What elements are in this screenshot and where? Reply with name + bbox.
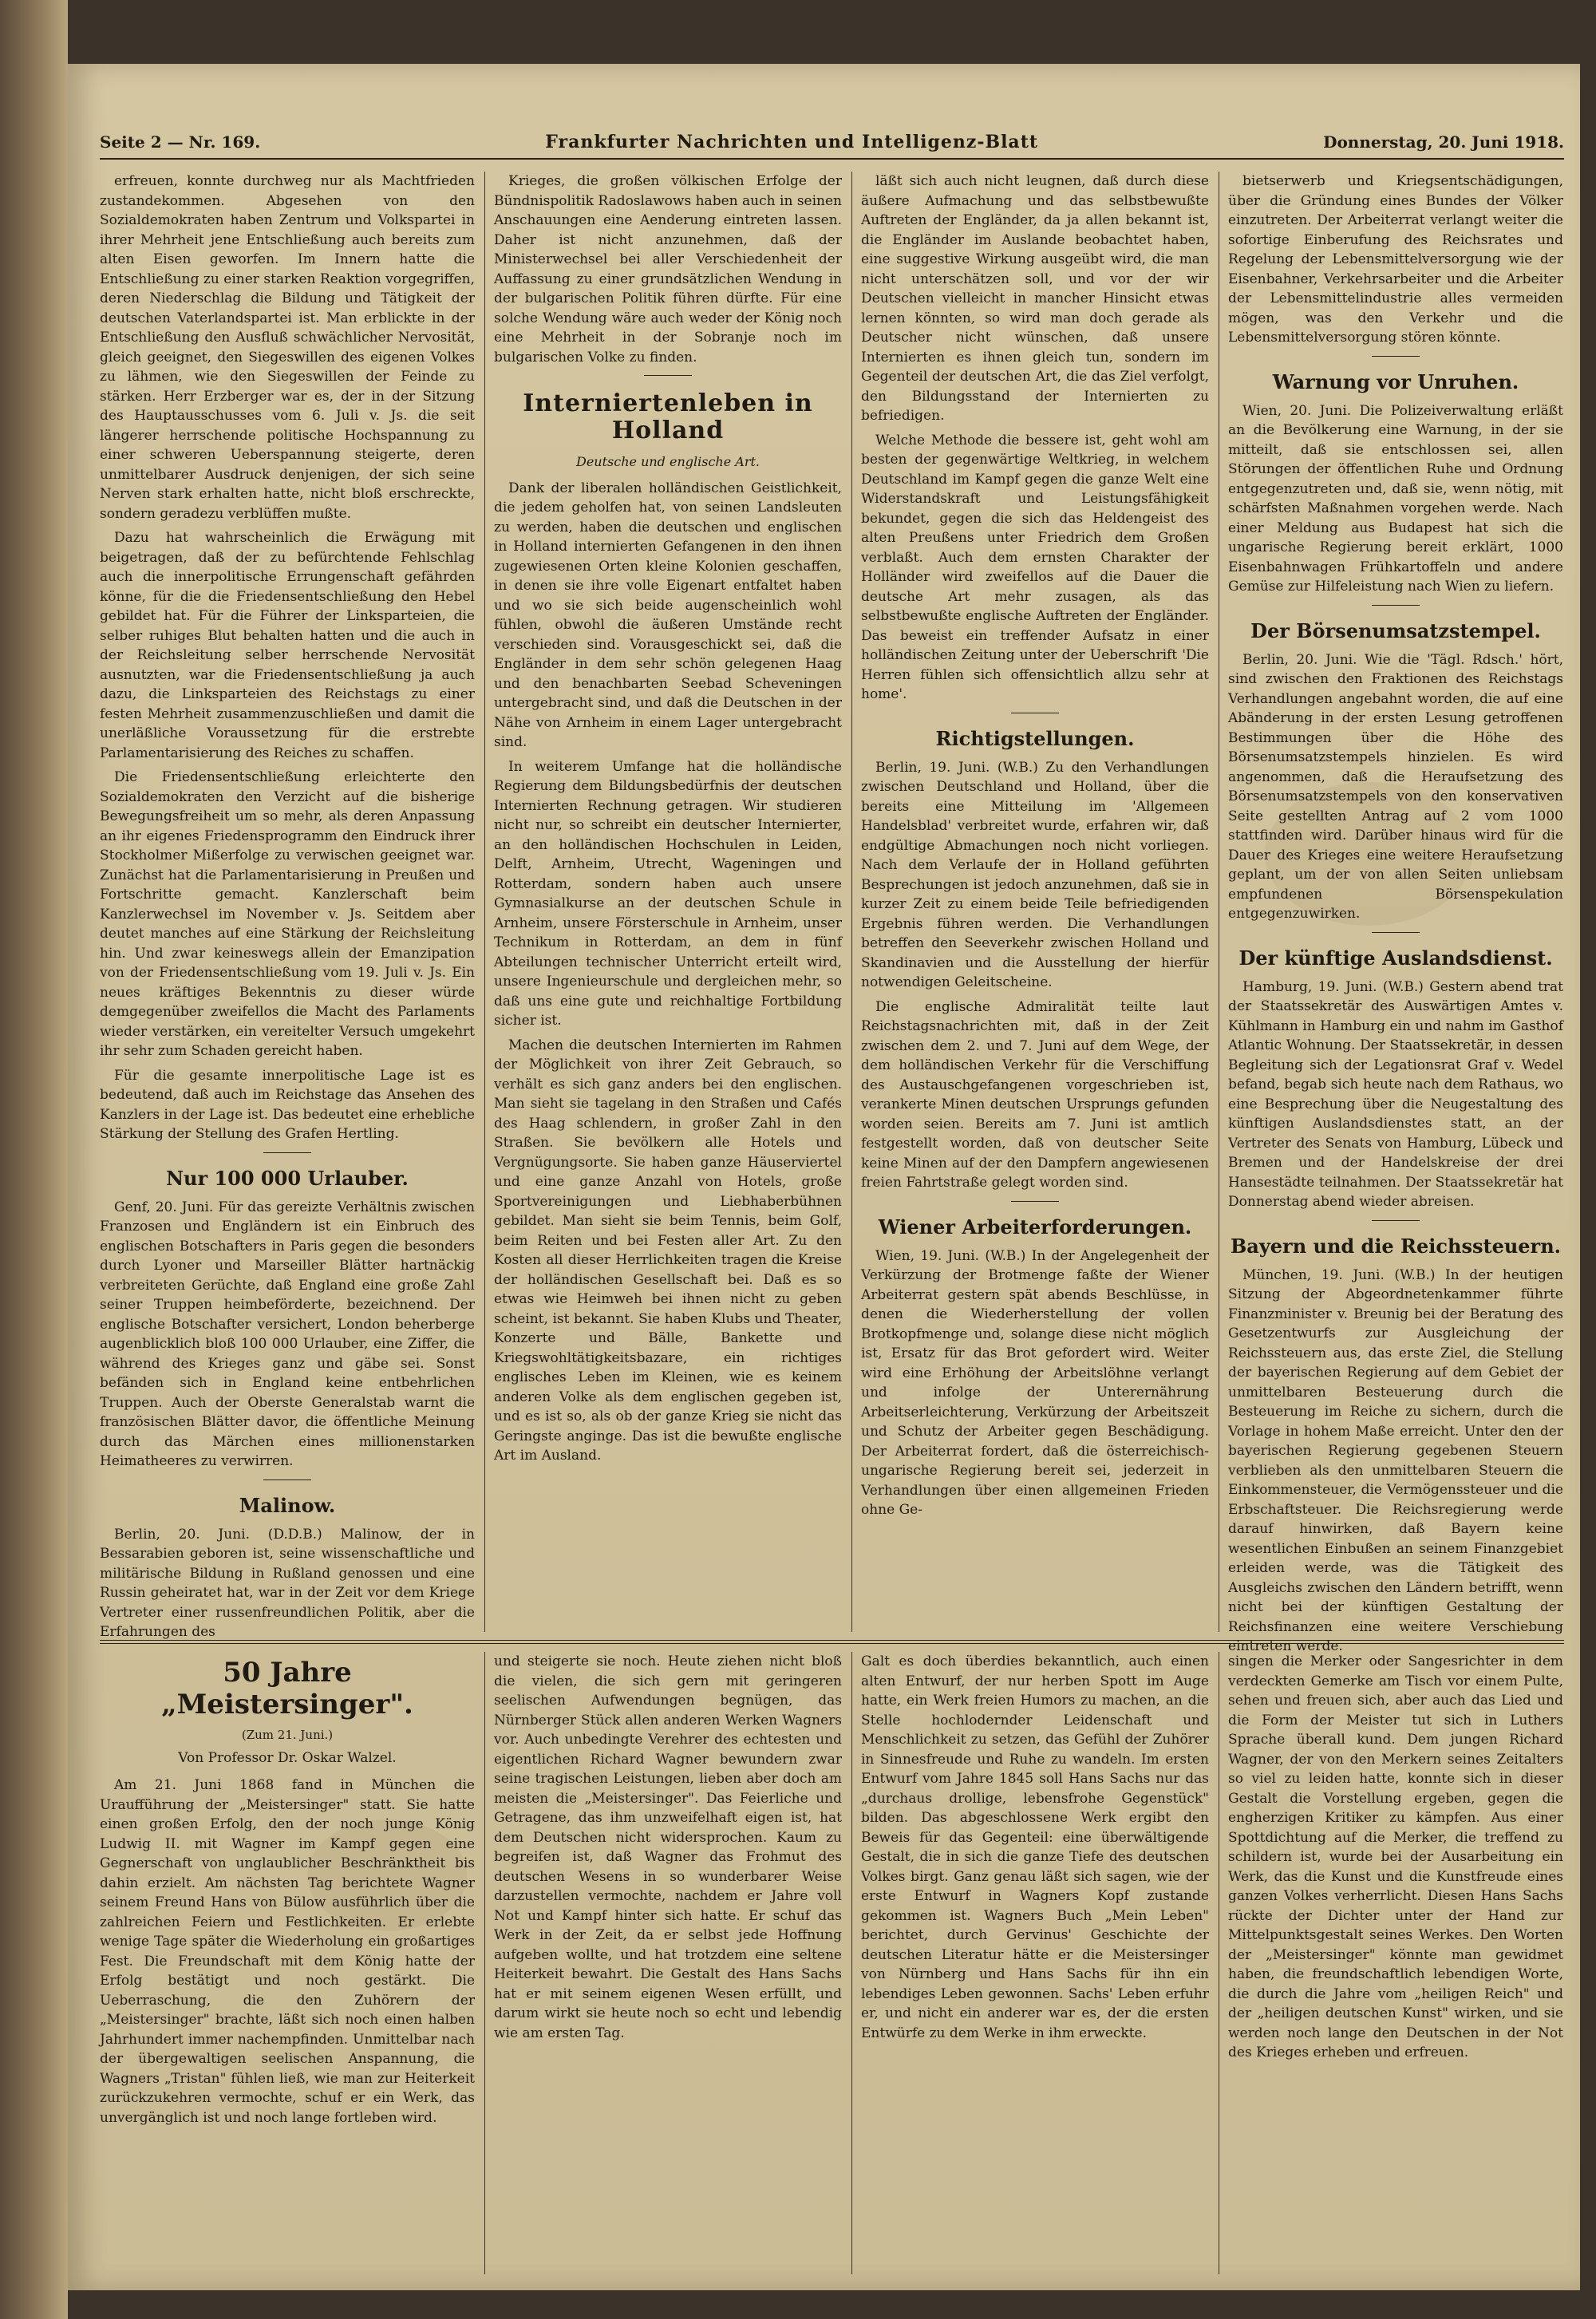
article-column-4 <box>1228 172 1563 1654</box>
paragraph: Hamburg, 19. Juni. (W.B.) Gestern abend trat der Staatssekretär des Auswärtigen Amtes v. Kühlmann in Hamburg ein und nahm im Gasthof Atlantic Wohnung. Der Staatssekretär, in dessen Begleitung sich der Legationsrat Graf v. Wedel befand, begab sich heute nach dem Rathaus, wo eine Besprechung über die Neugestaltung des künftigen Auslandsdienstes statt, an der Vertreter des Senats von Hamburg, Lübeck und Bremen und der Handelskreise der drei Hansestädte teilnahmen. Der Staatssekretär hat Donnerstag abend wieder abreisen. <box>1228 978 1563 1210</box>
paragraph: Für die gesamte innerpolitische Lage ist es bedeutend, daß auch im Reichstage das Ansehen des Kanzlers in der Lage ist. Das bedeutet eine erhebliche Stärkung der Stellung des Grafen Hertling. <box>100 1067 475 1142</box>
headline-malinow: Malinow. <box>239 1493 336 1517</box>
separator <box>1372 932 1420 933</box>
paragraph: Die Friedensentschließung erleichterte den Sozialdemokraten den Verzicht auf die bisherige Bewegungsfreiheit um so mehr, als deren Anpassung an ihr eigenes Friedensprogramm den Eindruck ihrer Stockholmer Mißerfolge zu verwischen geeignet war. Zunächst hat die Parlamentarisierung in Preußen und Fortschritte gemacht. Kanzlerschaft beim Kanzlerwechsel im November v. Js. Seitdem aber deutet manches auf eine Stärkung der Reichsleitung hin. Und zwar keineswegs allein der Emanzipation von der Friedensentschließung vom 19. Juli v. Js. Ein neues kräftiges Bekenntnis zu dieser würde demgegenüber zweifellos die Macht des Parlaments wieder verstärken, ein vereitelter Versuch umgekehrt ihr sehr zum Schaden gereicht haben. <box>100 769 475 1059</box>
paragraph: bietserwerb und Kriegsentschädigungen, über die Gründung eines Bundes der Völker einzutreten. Der Arbeiterrat verlangt weiter die sofortige Einberufung des Reichsrates und Regelung der Lebensmittelversorgung wie der Eisenbahner, Verkehrsarbeiter und die Arbeiter der Lebensmittelindustrie alles vermeiden mögen, was den Verkehr und die Lebensmittelversorgung stören könnte. <box>1228 173 1563 346</box>
feuilleton-column-3 <box>861 1652 1209 2274</box>
page-number: Seite 2 — Nr. 169. <box>100 132 261 152</box>
paragraph: Galt es doch überdies bekanntlich, auch einen alten Entwurf, der nur herben Spott im Auge hatte, ein Werk freien Humors zu machen, an die Stelle hochlodernder Leidenschaft und Menschlichkeit zu setzen, das Gefühl der Zuhörer in Sinnesfreude und Ruhe zu wandeln. Im ersten Entwurf vom Jahre 1845 soll Hans Sachs nur das „durchaus drollige, lebensfrohe Gegenstück" bilden. Das abgeschlossene Werk ergibt den Beweis für das Gegenteil: eine überwältigende Gestalt, die in sich die ganze Tiefe des deutschen Volkes birgt. Ganz genau läßt sich sagen, wie der erste Entwurf in Wagners Kopf zustande gekommen ist. Wagners Buch „Mein Leben" berichtet, durch Gervinus' Geschichte der deutschen Literatur hätte er die Meistersinger von Nürnberg und Hans Sachs für ihn ein lebendiges Leben gewonnen. Sachs' Leben erfuhr er, und nicht ein anderer war es, der die ersten Entwürfe zu dem Werke in ihm erweckte. <box>861 1653 1209 2041</box>
paragraph: erfreuen, konnte durchweg nur als Machtfrieden zustandekommen. Abgesehen von den Sozialdemokraten haben Zentrum und Volkspartei in ihrer Mehrheit jene Entschließung auch bereits zum alten Eisen geworfen. Im Innern hatte die Entschließung zu einer starken Reaktion vorgegriffen, deren Niederschlag die Bildung und Tätigkeit der deutschen Vaterlandspartei ist. Man erblickte in der Entschließung den Ausfluß schwächlicher Nervosität, gleich geeignet, den Siegeswillen des eigenen Volkes zu lähmen, wie den Siegeswillen der Feinde zu stärken. Herr Erzberger war es, der in der Sitzung des Hauptausschusses vom 6. Juli v. Js. die seit längerer herrschende politische Hochspannung zu einer schweren Ueberspannung steigerte, deren unmittelbarer Ausdruck denjenigen, der sich seine Nerven stark erhalten hatte, nicht bloß erschreckte, sondern geradezu verblüffen mußte. <box>100 173 475 522</box>
issue-date: Donnerstag, 20. Juni 1918. <box>1323 132 1564 152</box>
headline-richtigstellungen: Richtigstellungen. <box>935 726 1135 750</box>
column-rule <box>851 1652 852 2274</box>
paragraph: singen die Merker oder Sangesrichter in dem verdeckten Gemerke am Tisch vor einem Pulte, sehen und freuen sich, aber auch das Lied und die Form der Meister tut sich in Luthers Sprache überall kund. Dem jungen Richard Wagner, der von den Merkern seines Zeitalters so viel zu leiden hatte, konnte sich in dieser Gestalt die Vorstellung ergeben, gegen die engherzigen Kritiker zu kämpfen. Aus einer Spottdichtung auf die Merker, die treffend zu schildern ist, wurde bei der Ausarbeitung ein Werk, das die Kunst und die Kunstfreude eines ganzen Volkes verherrlicht. Diesen Hans Sachs rückte der Dichter unter der Hand zur Mittelpunktsgestalt seines Werkes. Den Worten der „Meistersinger" könnte man gewidmet haben, die freundschaftlich lebendigen Worte, die durch die Jahre vom „heiligen Reich" und der „heiligen deutschen Kunst" wirken, und sie werden noch lange den Deutschen in der Not des Krieges erheben und erfreuen. <box>1228 1653 1563 2060</box>
feature-title: 50 Jahre „Meistersinger". <box>161 1657 413 1720</box>
separator <box>263 1152 311 1153</box>
column-rule <box>484 1652 485 2274</box>
separator <box>1372 356 1420 357</box>
paragraph: Krieges, die großen völkischen Erfolge der Bündnispolitik Radoslawows haben auch in seinen Anschauungen eine Aenderung eintreten lassen. Daher ist nicht anzunehmen, daß der Ministerwechsel bei aller Verschiedenheit der Auffassung zu einer grundsätzlichen Wendung in der bulgarischen Politik führen dürfte. Für eine solche Wendung wäre auch weder der König noch eine Mehrheit in der Sobranje noch im bulgarischen Volke zu finden. <box>494 173 842 365</box>
newspaper-page <box>68 64 1580 2290</box>
paragraph: Genf, 20. Juni. Für das gereizte Verhältnis zwischen Franzosen und Engländern ist ein Einbruch des englischen Botschafters in Paris gegen die besonders durch Lyoner und Marseiller Blätter hartnäckig verbreiteten Gerüchte, daß England eine große Zahl seiner Truppen heimbeförderte, bezeichnend. Der englische Botschafter versichert, London beherberge augenblicklich bloß 100 000 Urlauber, eine Ziffer, die während des Krieges ganz und gäbe sei. Sonst befänden sich in England keine entbehrlichen Truppen. Auch der Oberste Generalstab warnt die französischen Blätter davor, die öffentliche Meinung durch das Märchen eines millionenstarken Heimatheeres zu verwirren. <box>100 1199 475 1469</box>
separator <box>1372 1220 1420 1221</box>
paragraph: Machen die deutschen Internierten im Rahmen der Möglichkeit von ihrer Zeit Gebrauch, so verhält es sich ganz anders bei den englischen. Man sieht sie tagelang in den Straßen und Cafés des Haag schlendern, in großer Zahl in den Straßen. Sie bevölkern alle Hotels und Vergnügungsorte. Sie haben ganze Häuserviertel und eine ganze Anzahl von Hotels, große Sportvereinigungen und Liebhaberbühnen gebildet. Man sieht sie beim Tennis, beim Golf, beim Reiten und bei Festen aller Art. Zu den Kosten all dieser Herrlichkeiten tragen die Kreise der holländischen Gesellschaft bei. Daß es so etwas wie Heimweh bei ihnen nicht zu geben scheint, ist bekannt. Sie haben Klubs und Theater, Konzerte und Bälle, Bankette und Kriegswohltätigkeitsbazare, ein richtiges englisches Leben im Kleinen, wie es keinem anderen Volke als dem englischen gegeben ist, und es ist so, als ob der ganze Krieg sie nicht das Geringste anginge. Das ist die bewußte englische Art im Ausland. <box>494 1037 842 1464</box>
headline-auslandsdienst: Der künftige Auslandsdienst. <box>1238 946 1553 970</box>
paragraph: läßt sich auch nicht leugnen, daß durch diese äußere Aufmachung und das selbstbewußte Auftreten der Engländer, da ja allen bekannt ist, die Engländer im Auslande beobachtet haben, eine suggestive Wirkung ausgeübt wird, die man nicht unterschätzen soll, und vor der wir Deutschen vielleicht in mancher Hinsicht etwas lernen könnten, so wird man doch gerade als Deutscher nicht wünschen, daß unsere Internierten es ihnen gleich tun, sondern im Gegenteil der deutschen Art, die das Ziel verfolgt, den Bildungsstand der Internierten zu befriedigen. <box>861 173 1209 424</box>
headline-warnung: Warnung vor Unruhen. <box>1272 369 1519 393</box>
headline-interniertenleben: Interniertenleben in Holland <box>523 389 813 444</box>
separator <box>263 1479 311 1480</box>
headline-wiener-arbeiter: Wiener Arbeiterforderungen. <box>878 1215 1192 1239</box>
feuilleton-column-4 <box>1228 1652 1563 2274</box>
paragraph: Die englische Admiralität teilte laut Reichstagsnachrichten mit, daß in der Zeit zwischen dem 2. und 7. Juni auf dem Wege, der dem holländischen Verkehr für die Verschiffung des Austauschgefangenen vorgeschrieben ist, verankerte Minen deutschen Ursprungs gefunden worden seien. Bereits am 7. Juni ist amtlich festgestellt worden, daß von deutscher Seite keine Minen auf der den Dampfern angewiesenen freien Fahrtstraße gelegt worden sind. <box>861 998 1209 1191</box>
subheadline: Deutsche und englische Art. <box>576 454 760 469</box>
paragraph: Berlin, 20. Juni. (D.D.B.) Malinow, der in Bessarabien geboren ist, seine wissenschaftliche und militärische Bildung in Rußland genossen und eine Russin geheiratet hat, war in der Zeit vor dem Kriege Vertreter einer russenfreundlichen Politik, aber die Erfahrungen des <box>100 1526 475 1640</box>
paragraph: Dazu hat wahrscheinlich die Erwägung mit beigetragen, daß der zu befürchtende Fehlschlag auch die innerpolitische Errungenschaft gefährden könne, für die die Friedensentschließung den Hebel gebildet hat. Für die Führer der Linksparteien, die selber ruhiges Blut behalten hatten und die auch in der Reichsleitung selber herrschende Nervosität ausnutzten, war die Friedensentschließung ja auch dazu, die Linksparteien des Reichstags zu einer festen Mehrheit zusammenzuschließen und damit die unerläßliche Voraussetzung für die erstrebte Parlamentarisierung des Reiches zu schaffen. <box>100 530 475 761</box>
separator <box>644 375 692 376</box>
feuilleton-column-2 <box>494 1652 842 2274</box>
paragraph: Welche Methode die bessere ist, geht wohl am besten der gegenwärtige Weltkrieg, in welchem Deutschland im Kampf gegen die ganze Welt eine Widerstandskraft und Leistungsfähigkeit bekundet, gegen die sich das Heldengeist des alten Preußens unter Friedrich dem Großen verblaßt. Auch dem ernsten Charakter der Holländer wird zweifellos auf die Dauer die deutsche Art mehr zusagen, als das selbstbewußte englische Auftreten der Engländer. Das beweist ein treffender Aufsatz in einer holländischen Zeitung unter der Ueberschrift 'Die Herren fühlen sich offensichtlich allzu sehr at home'. <box>861 432 1209 702</box>
separator <box>1011 1201 1059 1202</box>
headline-boersenumsatz: Der Börsenumsatzstempel. <box>1250 618 1541 642</box>
feature-subtitle: (Zum 21. Juni.) <box>241 1728 334 1742</box>
feature-byline: Von Professor Dr. Oskar Walzel. <box>178 1749 397 1766</box>
paragraph: Dank der liberalen holländischen Geistlichkeit, die jedem geholfen hat, von seinen Landsleuten zu werden, haben die deutschen und englischen in Holland internierten Gefangenen in den ihnen zugewiesenen Orten kleine Kolonien geschaffen, in denen sie ihre volle Eigenart entfaltet haben und wo sie sich beide augenscheinlich wohl fühlen, obwohl die äußeren Umstände recht verschieden sind. Vorausgeschickt sei, daß die Engländer in dem sehr schön gelegenen Haag und den benachbarten Seebad Scheveningen untergebracht sind, und daß die Deutschen in der Nähe von Arnheim in einem Lager untergebracht sind. <box>494 480 842 750</box>
paragraph: Berlin, 20. Juni. Wie die 'Tägl. Rdsch.' hört, sind zwischen den Fraktionen des Reichstags Verhandlungen angebahnt worden, die auf eine Abänderung in der ersten Lesung getroffenen Bestimmungen über die Höhe des Börsenumsatzstempels hinzielen. Es wird angenommen, daß die Heraufsetzung des Börsenumsatzstempels von den konservativen Seite gestellten Antrag auf 2 vom 1000 stattfinden wird. Darüber hinaus wird für die Dauer des Krieges eine weitere Heraufsetzung geplant, um der von allen Seiten unliebsam empfundenen Börsenspekulation entgegenzuwirken. <box>1228 651 1563 922</box>
paragraph: München, 19. Juni. (W.B.) In der heutigen Sitzung der Abgeordnetenkammer führte Finanzminister v. Breunig bei der Beratung des Gesetzentwurfs zur Ausgleichung der Reichssteuern aus, das erste Ziel, die Stellung der bayerischen Regierung auf dem Gebiet der unmittelbaren Besteuerung durch die Besteuerung im Reiche zu sichern, durch die Vorlage in hohem Maße erreicht. Unter den der bayerischen Regierung gegebenen Steuern verblieben als den unmittelbaren Steuern die Einkommensteuer, die Vermögenssteuer und die Erbschaftsteuer. Die Reichsregierung werde darauf hinwirken, daß Bayern keine wesentlichen Einbußen an seinem Finanzgebiet erleiden werde, was die Tätigkeit des Ausgleichs zwischen den Ländern betrifft, wenn nicht bei der künftigen Gestaltung der Reichsfinanzen eine weitere Verschiebung eintreten werde. <box>1228 1266 1563 1654</box>
paragraph: Am 21. Juni 1868 fand in München die Uraufführung der „Meistersinger" statt. Sie hatte einen großen Erfolg, den der noch junge König Ludwig II. mit Wagner im Kampf gegen eine Gegnerschaft von unglaublicher Beschränktheit bis dahin erzielt. Am nächsten Tag berichtete Wagner seinem Freund Hans von Bülow ausführlich über die zahlreichen Feiern und Festlichkeiten. Er erlebte wenige Tage später die Wiederholung ein großartiges Fest. Die Freundschaft mit dem König hatte der Erfolg bestätigt und noch gestärkt. Die Ueberraschung, die den Zuhörern der „Meistersinger" brachte, läßt sich noch einen halben Jahrhundert immer nachempfinden. Unmittelbar nach der übergewaltigen seelischen Anspannung, die Wagners „Tristan" fühlen ließ, wie man zur Heiterkeit zurückzukehren vermochte, schuf er ein Werk, das unvergänglich ist und noch lange fortleben wird. <box>100 1777 475 2126</box>
feuilleton-column-1 <box>100 1652 475 2274</box>
column-rule <box>484 172 485 1632</box>
feuilleton-rule <box>100 1640 1564 1644</box>
headline-bayern-reichssteuern: Bayern und die Reichssteuern. <box>1231 1234 1561 1258</box>
column-rule <box>851 172 852 1632</box>
book-binding <box>0 0 68 2319</box>
paragraph: Wien, 19. Juni. (W.B.) In der Angelegenheit der Verkürzung der Brotmenge faßte der Wiener Arbeiterrat gestern spät abends Beschlüsse, in denen die Wiederherstellung der vollen Brotkopfmenge und, solange diese nicht möglich ist, Ersatz für das Brot gefordert wird. Weiter wird eine Erhöhung der Arbeitslöhne verlangt und infolge der Unterernährung Arbeitserleichterung, Verkürzung der Arbeitszeit und Schutz der Arbeiter gegen Beschädigung. Der Arbeiterrat fordert, daß die österreichisch-ungarische Regierung bereit sei, jederzeit in Verhandlungen über einen allgemeinen Frieden ohne Ge- <box>861 1247 1209 1518</box>
paragraph: und steigerte sie noch. Heute ziehen nicht bloß die vielen, die sich gern mit geringeren seelischen Aufwendungen begnügen, das Nürnberger Stück allen anderen Werken Wagners vor. Auch unbedingte Verehrer des echtesten und eigentlichen Richard Wagner bewundern zwar seine tragischen Leistungen, lieben aber doch am meisten die „Meistersinger". Das Feierliche und Getragene, das ihm unzweifelhaft eigen ist, hat dem Deutschen nicht widersprochen. Kaum zu begreifen ist, daß Wagner das Frohmut des deutschen Wesens in so wunderbarer Weise darzustellen vermochte, nachdem er Jahre voll Not und Kampf hinter sich hatte. Er schuf das Werk in der Zeit, da er selbst jede Hoffnung aufgeben wollte, und hat trotzdem eine seltene Heiterkeit bewahrt. Die Gestalt des Hans Sachs hat er mit seinem eigenen Wesen erfüllt, und darum wirkt sie heute noch so echt und lebendig wie am ersten Tag. <box>494 1653 842 2041</box>
separator <box>1372 605 1420 606</box>
masthead <box>100 126 1564 160</box>
article-column-2 <box>494 172 842 1632</box>
article-column-3 <box>861 172 1209 1632</box>
headline-urlauber: Nur 100 000 Urlauber. <box>166 1166 409 1190</box>
paragraph: Berlin, 19. Juni. (W.B.) Zu den Verhandlungen zwischen Deutschland und Holland, über die bereits eine Mitteilung im 'Allgemeen Handelsblad' verbreitet wurde, erfahren wir, daß endgültige Abmachungen noch nicht vorliegen. Nach dem Verlaufe der in Holland geführten Besprechungen ist jedoch anzunehmen, daß sie in kurzer Zeit zu einem beide Teile befriedigenden Ergebnis führen werden. Die Verhandlungen betreffen den Seeverkehr zwischen Holland und Skandinavien und die Ausstellung der hierfür notwendigen Geleitscheine. <box>861 759 1209 990</box>
newspaper-title: Frankfurter Nachrichten und Intelligenz-Blatt <box>545 132 1039 152</box>
article-column-1 <box>100 172 475 1640</box>
paragraph: Wien, 20. Juni. Die Polizeiverwaltung erläßt an die Bevölkerung eine Warnung, in der sie mitteilt, daß sie entschlossen sei, allen Störungen der öffentlichen Ruhe und Ordnung entgegenzutreten und, daß sie, wenn nötig, mit schärfsten Maßnahmen vorgehen werde. Nach einer Meldung aus Budapest hat sich die ungarische Regierung bereit erklärt, 1000 Eisenbahnwagen Frühkartoffeln und andere Gemüse zur Hilfeleistung nach Wien zu liefern. <box>1228 402 1563 595</box>
paragraph: In weiterem Umfange hat die holländische Regierung dem Bildungsbedürfnis der deutschen Internierten Rechnung getragen. Wir studieren nicht nur, so schreibt ein deutscher Internierter, an den holländischen Hochschulen in Leiden, Delft, Arnheim, Utrecht, Wageningen und Rotterdam, sondern haben auch unsere Gymnasialkurse an der deutschen Schule in Arnheim, unsere Försterschule in Arnheim, unser Technikum in Rotterdam, an dem in fünf Abteilungen technischer Unterricht erteilt wird, unsere Ingenieurschule und dergleichen mehr, so daß uns eine gute und reichhaltige Fortbildung sicher ist. <box>494 758 842 1029</box>
